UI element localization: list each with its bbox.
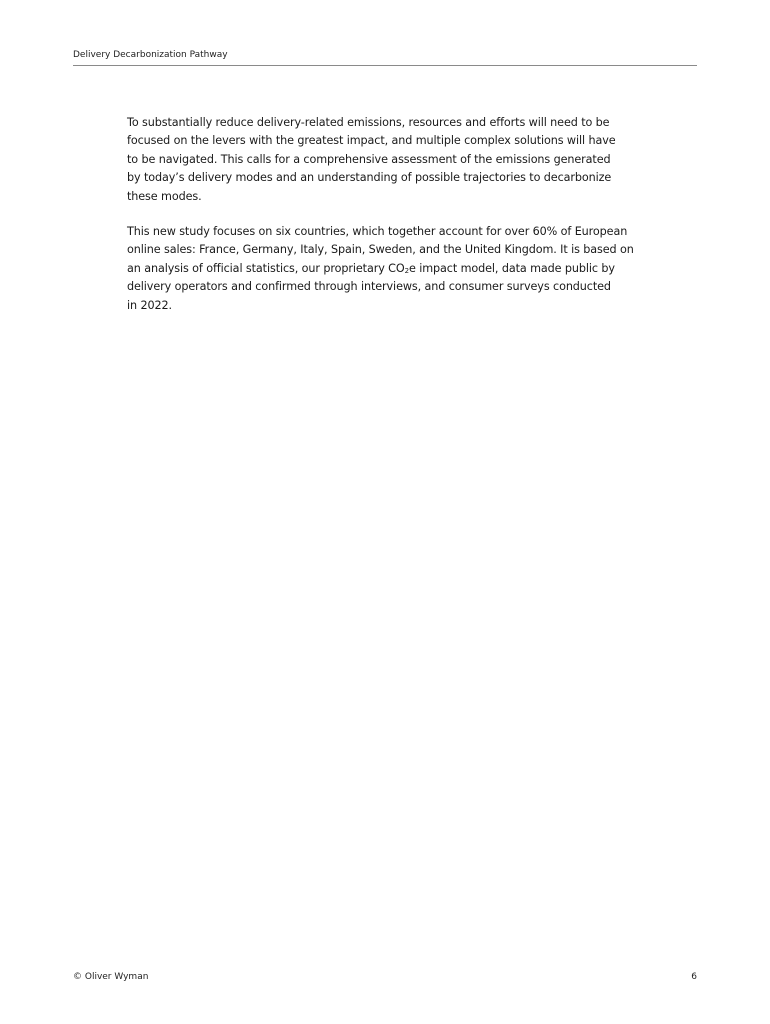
paragraph-line-co2 xyxy=(127,260,635,278)
paragraph-line: these modes. xyxy=(127,189,202,203)
line-segment: an analysis of official statistics, our proprietary CO xyxy=(127,261,405,275)
paragraph-line: focused on the levers with the greatest impact, and multiple complex solutions will have xyxy=(127,134,616,148)
running-header xyxy=(73,50,697,66)
paragraph-line: To substantially reduce delivery-related emissions, resources and efforts will need to be xyxy=(127,116,610,129)
paragraph-line: online sales: France, Germany, Italy, Spain, Sweden, and the United Kingdom. It is based on xyxy=(127,243,634,257)
footer-copyright: © Oliver Wyman xyxy=(73,972,149,982)
paragraph-study-scope xyxy=(127,223,635,315)
page-number: 6 xyxy=(691,972,697,982)
paragraph-line: by today’s delivery modes and an understanding of possible trajectories to decarbonize xyxy=(127,171,612,185)
paragraph-line: in 2022. xyxy=(127,298,172,312)
paragraph-line: to be navigated. This calls for a comprehensive assessment of the emissions generated xyxy=(127,152,611,166)
line-segment: e impact model, data made public by xyxy=(408,261,615,275)
paragraph-line: This new study focuses on six countries, which together account for over 60% of European xyxy=(127,225,628,239)
paragraph-line: delivery operators and confirmed through interviews, and consumer surveys conducted xyxy=(127,280,611,294)
paragraph-intro xyxy=(127,114,635,206)
subscript-2: 2 xyxy=(404,266,409,275)
document-title: Delivery Decarbonization Pathway xyxy=(73,50,228,60)
body-text xyxy=(127,114,635,332)
